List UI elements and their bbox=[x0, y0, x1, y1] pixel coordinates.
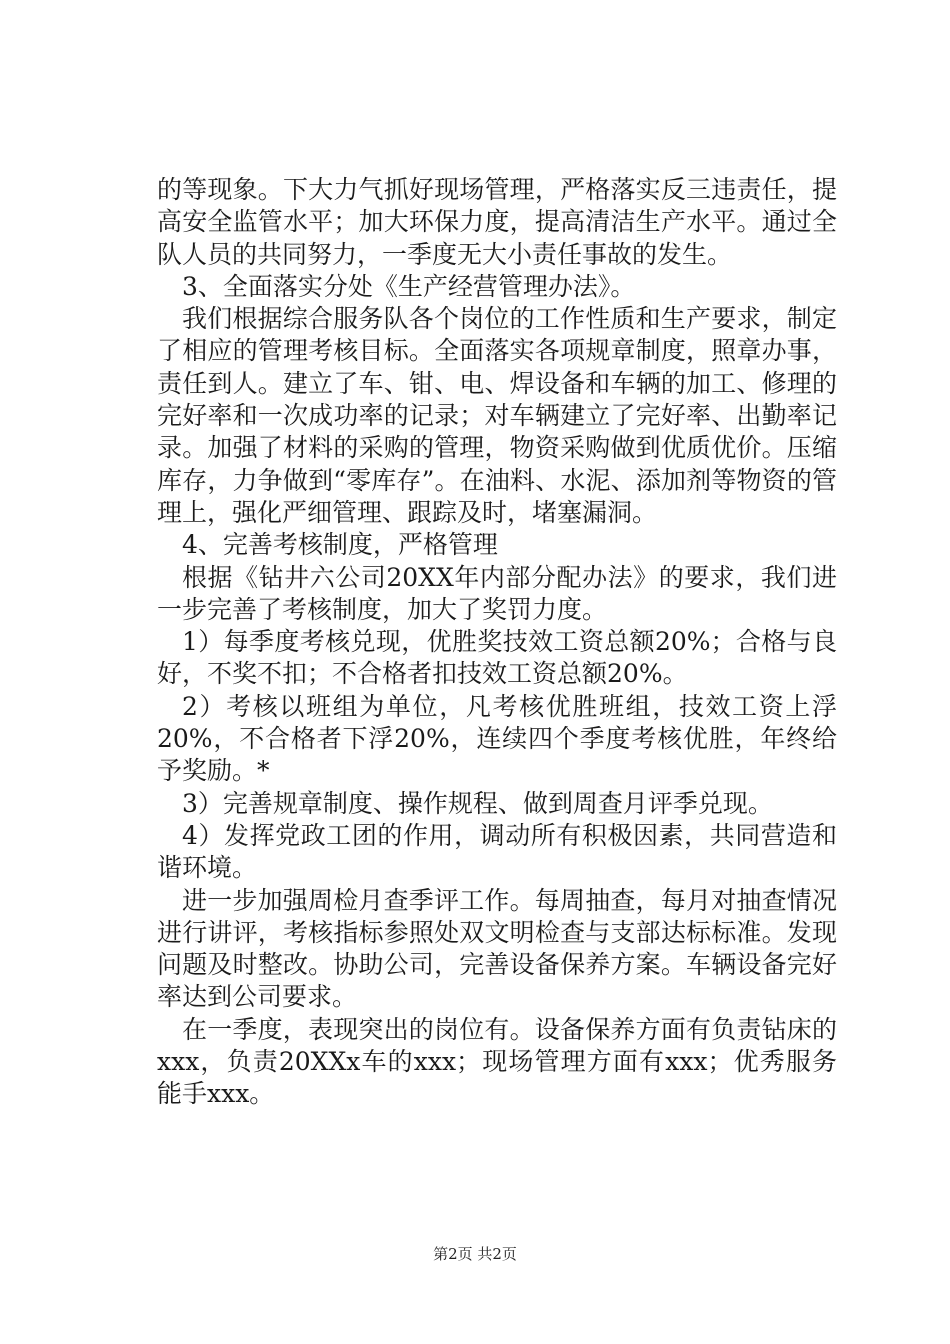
paragraph: 的等现象。下大力气抓好现场管理，严格落实反三违责任，提高安全监管水平；加大环保力度，提高清洁生产水平。通过全队人员的共同努力，一季度无大小责任事故的发生。 bbox=[157, 175, 837, 269]
paragraph: 进一步加强周检月查季评工作。每周抽查，每月对抽查情况进行讲评，考核指标参照处双文明检查与支部达标标准。发现问题及时整改。协助公司，完善设备保养方案。车辆设备完好率达到公司要求。 bbox=[157, 885, 837, 1012]
section-heading-4: 4、完善考核制度，严格管理 bbox=[182, 530, 498, 560]
list-item: 2）考核以班组为单位，凡考核优胜班组，技效工资上浮20%，不合格者下浮20%，连续四个季度考核优胜，年终给予奖励。* bbox=[157, 691, 837, 786]
list-item: 1）每季度考核兑现，优胜奖技效工资总额20%；合格与良好，不奖不扣；不合格者扣技效工资总额20%。 bbox=[157, 627, 837, 689]
paragraph: 在一季度，表现突出的岗位有。设备保养方面有负责钻床的xxx，负责20XXx车的xxx；现场管理方面有xxx；优秀服务能手xxx。 bbox=[157, 1014, 837, 1109]
list-item: 4）发挥党政工团的作用，调动所有积极因素，共同营造和谐环境。 bbox=[157, 820, 837, 883]
section-heading-3: 3、全面落实分处《生产经营管理办法》。 bbox=[182, 271, 636, 301]
document-body bbox=[157, 174, 837, 1111]
page-number-footer: 第2页 共2页 bbox=[433, 1245, 517, 1263]
paragraph: 根据《钻井六公司20XX年内部分配办法》的要求，我们进一步完善了考核制度，加大了奖罚力度。 bbox=[157, 562, 837, 624]
paragraph: 我们根据综合服务队各个岗位的工作性质和生产要求，制定了相应的管理考核目标。全面落实各项规章制度，照章办事，责任到人。建立了车、钳、电、焊设备和车辆的加工、修理的完好率和一次成功率的记录；对车辆建立了完好率、出勤率记录。加强了材料的采购的管理，物资采购做到优质优价。压缩库存，力争做到“零库存”。在油料、水泥、添加剂等物资的管理上，强化严细管理、跟踪及时，堵塞漏洞。 bbox=[157, 304, 837, 527]
list-item: 3）完善规章制度、操作规程、做到周查月评季兑现。 bbox=[182, 788, 773, 818]
